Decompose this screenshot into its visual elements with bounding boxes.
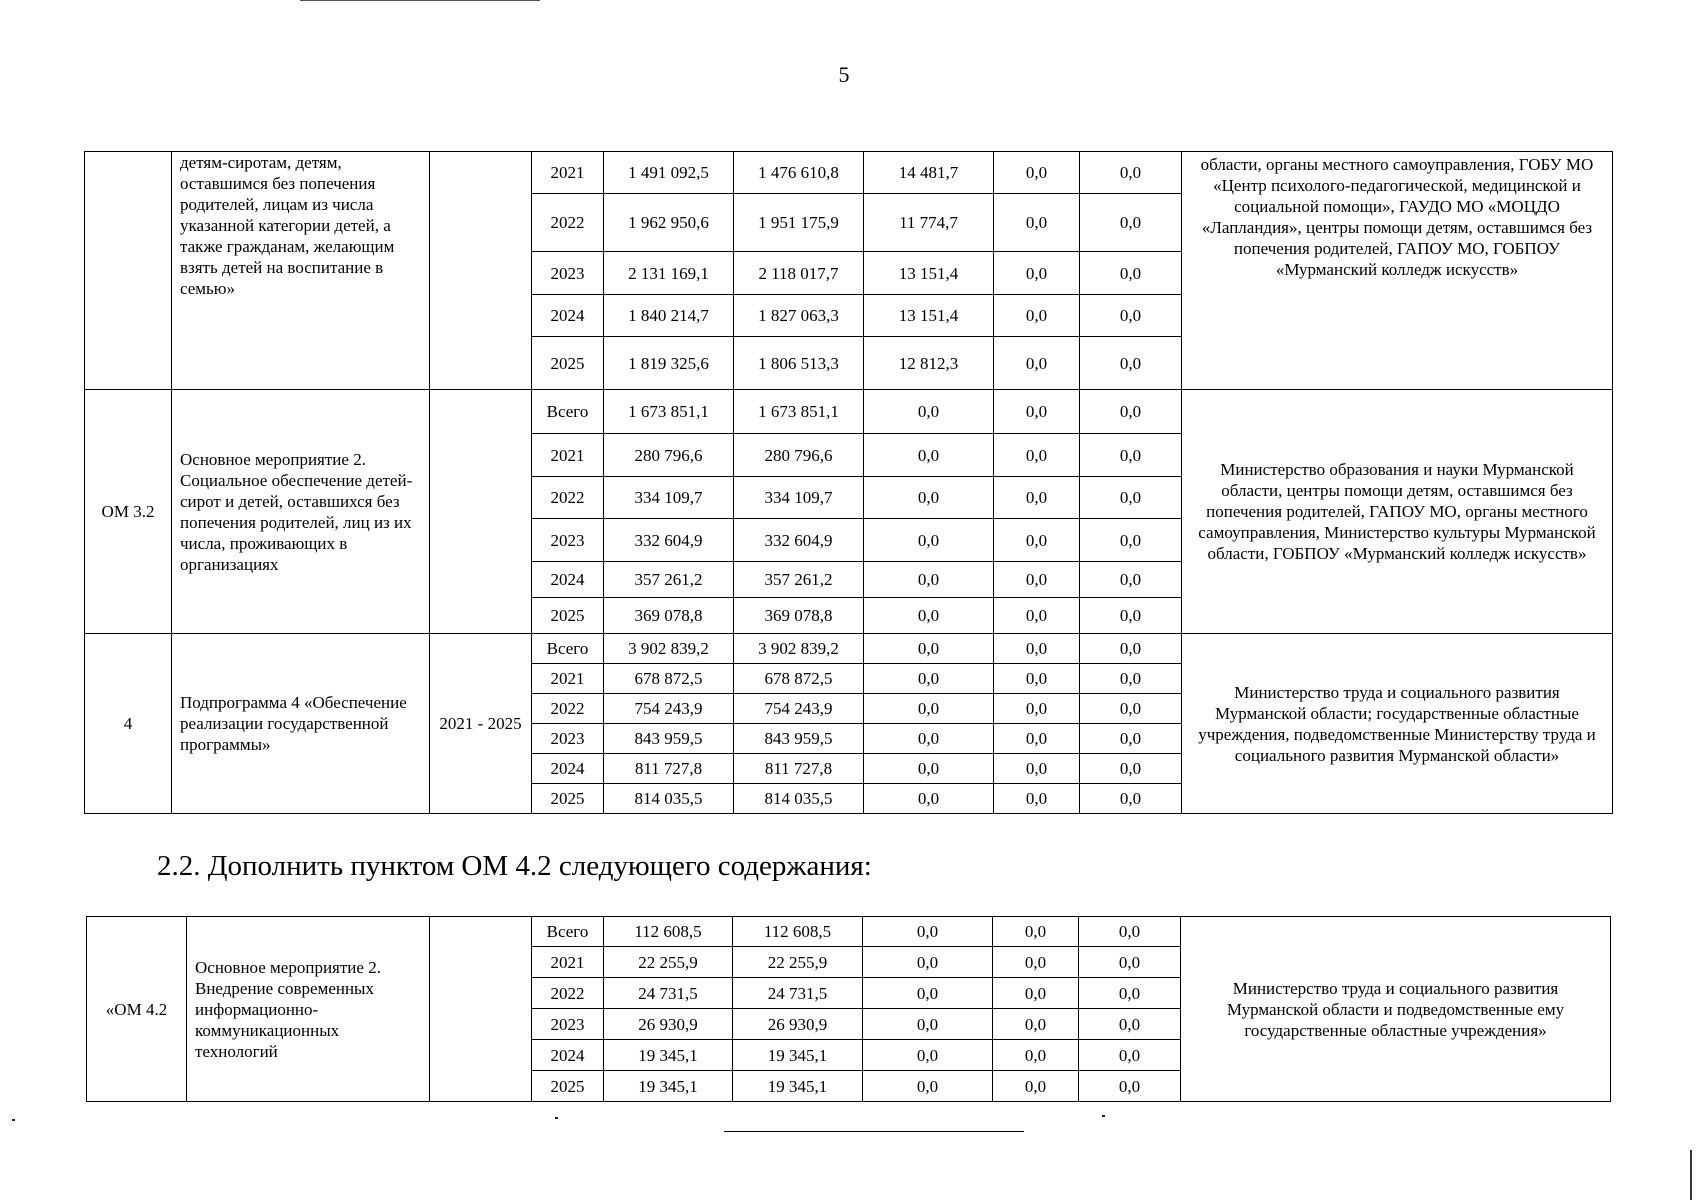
amount-cell: 0,0: [864, 390, 994, 434]
period-cell: [430, 152, 532, 390]
amount-cell: 19 345,1: [604, 1071, 733, 1102]
scan-speck: [1102, 1115, 1105, 1117]
amount-cell: 369 078,8: [734, 598, 864, 634]
amount-cell: 1 819 325,6: [604, 337, 734, 390]
year-cell: 2021: [532, 152, 604, 194]
scan-artifact-line: [300, 0, 540, 4]
year-cell: 2022: [532, 194, 604, 252]
year-cell: 2024: [532, 295, 604, 337]
amount-cell: 0,0: [994, 434, 1080, 477]
amount-cell: 11 774,7: [864, 194, 994, 252]
amount-cell: 0,0: [863, 917, 993, 947]
scan-speck: [12, 1119, 15, 1121]
amount-cell: 0,0: [1079, 1040, 1181, 1071]
amount-cell: 843 959,5: [734, 724, 864, 754]
responsible-cell: Министерство труда и социального развития Мурманской области; государственные областные учреждения, подведомственные Министерству труда и социального развития Мурманской области»: [1182, 634, 1613, 814]
period-cell: [430, 390, 532, 634]
amount-cell: 0,0: [1080, 252, 1182, 295]
year-cell: Всего: [532, 917, 604, 947]
amount-cell: 2 131 169,1: [604, 252, 734, 295]
amount-cell: 334 109,7: [734, 477, 864, 519]
amount-cell: 19 345,1: [604, 1040, 733, 1071]
amount-cell: 369 078,8: [604, 598, 734, 634]
amount-cell: 0,0: [994, 152, 1080, 194]
item-name-cell: Основное мероприятие 2. Социальное обеспечение детей-сирот и детей, оставшихся без попечения родителей, лиц из их числа, проживающих в организациях: [172, 390, 430, 634]
amount-cell: 0,0: [994, 194, 1080, 252]
amount-cell: 0,0: [864, 724, 994, 754]
year-cell: 2023: [532, 252, 604, 295]
amount-cell: 0,0: [864, 634, 994, 664]
amount-cell: 814 035,5: [604, 784, 734, 814]
budget-table-om42: [86, 916, 1611, 1102]
amount-cell: 0,0: [994, 784, 1080, 814]
year-cell: 2025: [532, 598, 604, 634]
amount-cell: 0,0: [994, 477, 1080, 519]
item-code-cell: 4: [85, 634, 172, 814]
amount-cell: 1 840 214,7: [604, 295, 734, 337]
amount-cell: 0,0: [994, 694, 1080, 724]
amount-cell: 357 261,2: [604, 562, 734, 598]
amount-cell: 0,0: [1079, 978, 1181, 1009]
amount-cell: 1 827 063,3: [734, 295, 864, 337]
amount-cell: 0,0: [1080, 337, 1182, 390]
amount-cell: 0,0: [994, 664, 1080, 694]
amount-cell: 22 255,9: [733, 947, 863, 978]
scan-edge-mark: [1690, 1150, 1692, 1200]
item-code-cell: ОМ 3.2: [85, 390, 172, 634]
amount-cell: 0,0: [864, 784, 994, 814]
amount-cell: 112 608,5: [604, 917, 733, 947]
amount-cell: 0,0: [863, 1071, 993, 1102]
amount-cell: 19 345,1: [733, 1071, 863, 1102]
amount-cell: 0,0: [863, 978, 993, 1009]
year-cell: 2025: [532, 337, 604, 390]
amount-cell: 0,0: [1080, 434, 1182, 477]
amount-cell: 843 959,5: [604, 724, 734, 754]
amount-cell: 0,0: [1080, 754, 1182, 784]
amount-cell: 26 930,9: [604, 1009, 733, 1040]
amount-cell: 0,0: [1080, 598, 1182, 634]
amount-cell: 332 604,9: [604, 519, 734, 562]
amount-cell: 0,0: [1079, 1009, 1181, 1040]
amount-cell: 678 872,5: [604, 664, 734, 694]
amount-cell: 0,0: [864, 598, 994, 634]
amount-cell: 0,0: [994, 337, 1080, 390]
year-cell: 2021: [532, 664, 604, 694]
amount-cell: 0,0: [994, 754, 1080, 784]
table-row: [87, 917, 1611, 947]
amount-cell: 0,0: [1079, 1071, 1181, 1102]
amount-cell: 811 727,8: [734, 754, 864, 784]
amount-cell: 0,0: [863, 1040, 993, 1071]
amount-cell: 334 109,7: [604, 477, 734, 519]
amount-cell: 0,0: [1080, 694, 1182, 724]
year-cell: 2024: [532, 562, 604, 598]
amount-cell: 280 796,6: [604, 434, 734, 477]
period-cell: 2021 - 2025: [430, 634, 532, 814]
item-code-cell: [85, 152, 172, 390]
amount-cell: 0,0: [863, 947, 993, 978]
page-number: 5: [838, 62, 850, 87]
amount-cell: 1 962 950,6: [604, 194, 734, 252]
amount-cell: 0,0: [994, 295, 1080, 337]
amount-cell: 0,0: [1080, 519, 1182, 562]
amount-cell: 0,0: [1080, 152, 1182, 194]
budget-table-om42-body: [87, 917, 1611, 1102]
amount-cell: 754 243,9: [734, 694, 864, 724]
amount-cell: 0,0: [1080, 295, 1182, 337]
responsible-cell: Министерство труда и социального развития Мурманской области и подведомственные ему государственные областные учреждения»: [1181, 917, 1611, 1102]
amount-cell: 0,0: [1079, 917, 1181, 947]
table-row: [85, 152, 1613, 194]
year-cell: 2022: [532, 477, 604, 519]
closing-rule: [724, 1131, 1024, 1132]
year-cell: Всего: [532, 390, 604, 434]
amount-cell: 1 806 513,3: [734, 337, 864, 390]
amount-cell: 0,0: [863, 1009, 993, 1040]
amount-cell: 0,0: [994, 598, 1080, 634]
item-name-cell: Подпрограмма 4 «Обеспечение реализации государственной программы»: [172, 634, 430, 814]
section-heading: 2.2. Дополнить пунктом ОМ 4.2 следующего содержания:: [157, 850, 872, 882]
amount-cell: 357 261,2: [734, 562, 864, 598]
amount-cell: 0,0: [1080, 194, 1182, 252]
amount-cell: 3 902 839,2: [734, 634, 864, 664]
amount-cell: 0,0: [1080, 784, 1182, 814]
budget-table-main: [84, 151, 1613, 814]
amount-cell: 0,0: [994, 519, 1080, 562]
year-cell: 2022: [532, 978, 604, 1009]
year-cell: 2021: [532, 434, 604, 477]
period-cell: [430, 917, 532, 1102]
amount-cell: 814 035,5: [734, 784, 864, 814]
year-cell: 2024: [532, 1040, 604, 1071]
amount-cell: 1 491 092,5: [604, 152, 734, 194]
year-cell: 2025: [532, 1071, 604, 1102]
amount-cell: 0,0: [864, 519, 994, 562]
amount-cell: 0,0: [993, 1009, 1079, 1040]
responsible-cell: области, органы местного самоуправления, ГОБУ МО «Центр психолого-педагогической, медицинской и социальной помощи», ГАУДО МО «МОЦДО «Лапландия», центры помощи детям, оставшимся без попечения родителей, ГАПОУ МО, ГОБПОУ «Мурманский колледж искусств»: [1182, 152, 1613, 390]
item-code-cell: «ОМ 4.2: [87, 917, 187, 1102]
amount-cell: 0,0: [1080, 724, 1182, 754]
amount-cell: 3 902 839,2: [604, 634, 734, 664]
budget-table-main-body: [85, 152, 1613, 814]
year-cell: 2024: [532, 754, 604, 784]
amount-cell: 13 151,4: [864, 295, 994, 337]
year-cell: 2023: [532, 519, 604, 562]
amount-cell: 1 673 851,1: [734, 390, 864, 434]
item-name-cell: Основное мероприятие 2. Внедрение современных информационно-коммуникационных технологий: [187, 917, 430, 1102]
amount-cell: 1 673 851,1: [604, 390, 734, 434]
amount-cell: 0,0: [864, 694, 994, 724]
amount-cell: 0,0: [994, 390, 1080, 434]
amount-cell: 0,0: [994, 252, 1080, 295]
amount-cell: 19 345,1: [733, 1040, 863, 1071]
year-cell: 2021: [532, 947, 604, 978]
amount-cell: 0,0: [994, 634, 1080, 664]
amount-cell: 14 481,7: [864, 152, 994, 194]
amount-cell: 0,0: [864, 434, 994, 477]
amount-cell: 0,0: [1080, 664, 1182, 694]
year-cell: 2025: [532, 784, 604, 814]
amount-cell: 811 727,8: [604, 754, 734, 784]
amount-cell: 2 118 017,7: [734, 252, 864, 295]
year-cell: Всего: [532, 634, 604, 664]
amount-cell: 0,0: [864, 477, 994, 519]
amount-cell: 0,0: [864, 754, 994, 784]
amount-cell: 0,0: [993, 1071, 1079, 1102]
scan-speck: [555, 1117, 558, 1119]
amount-cell: 26 930,9: [733, 1009, 863, 1040]
amount-cell: 13 151,4: [864, 252, 994, 295]
amount-cell: 0,0: [994, 724, 1080, 754]
amount-cell: 332 604,9: [734, 519, 864, 562]
amount-cell: 754 243,9: [604, 694, 734, 724]
amount-cell: 22 255,9: [604, 947, 733, 978]
amount-cell: 1 951 175,9: [734, 194, 864, 252]
amount-cell: 0,0: [993, 978, 1079, 1009]
item-name-cell: детям-сиротам, детям, оставшимся без попечения родителей, лицам из числа указанной категории детей, а также гражданам, желающим взять детей на воспитание в семью»: [172, 152, 430, 390]
table-row: [85, 634, 1613, 664]
amount-cell: 0,0: [993, 917, 1079, 947]
responsible-cell: Министерство образования и науки Мурманской области, центры помощи детям, оставшимся без попечения родителей, ГАПОУ МО, органы местного самоуправления, Министерство культуры Мурманской области, ГОБПОУ «Мурманский колледж искусств»: [1182, 390, 1613, 634]
amount-cell: 0,0: [1079, 947, 1181, 978]
amount-cell: 112 608,5: [733, 917, 863, 947]
amount-cell: 678 872,5: [734, 664, 864, 694]
amount-cell: 0,0: [993, 947, 1079, 978]
year-cell: 2022: [532, 694, 604, 724]
amount-cell: 280 796,6: [734, 434, 864, 477]
amount-cell: 24 731,5: [604, 978, 733, 1009]
amount-cell: 0,0: [864, 562, 994, 598]
amount-cell: 0,0: [1080, 634, 1182, 664]
amount-cell: 0,0: [1080, 562, 1182, 598]
amount-cell: 0,0: [864, 664, 994, 694]
year-cell: 2023: [532, 1009, 604, 1040]
amount-cell: 0,0: [993, 1040, 1079, 1071]
amount-cell: 0,0: [994, 562, 1080, 598]
year-cell: 2023: [532, 724, 604, 754]
amount-cell: 1 476 610,8: [734, 152, 864, 194]
amount-cell: 12 812,3: [864, 337, 994, 390]
amount-cell: 24 731,5: [733, 978, 863, 1009]
amount-cell: 0,0: [1080, 390, 1182, 434]
amount-cell: 0,0: [1080, 477, 1182, 519]
table-row: [85, 390, 1613, 434]
